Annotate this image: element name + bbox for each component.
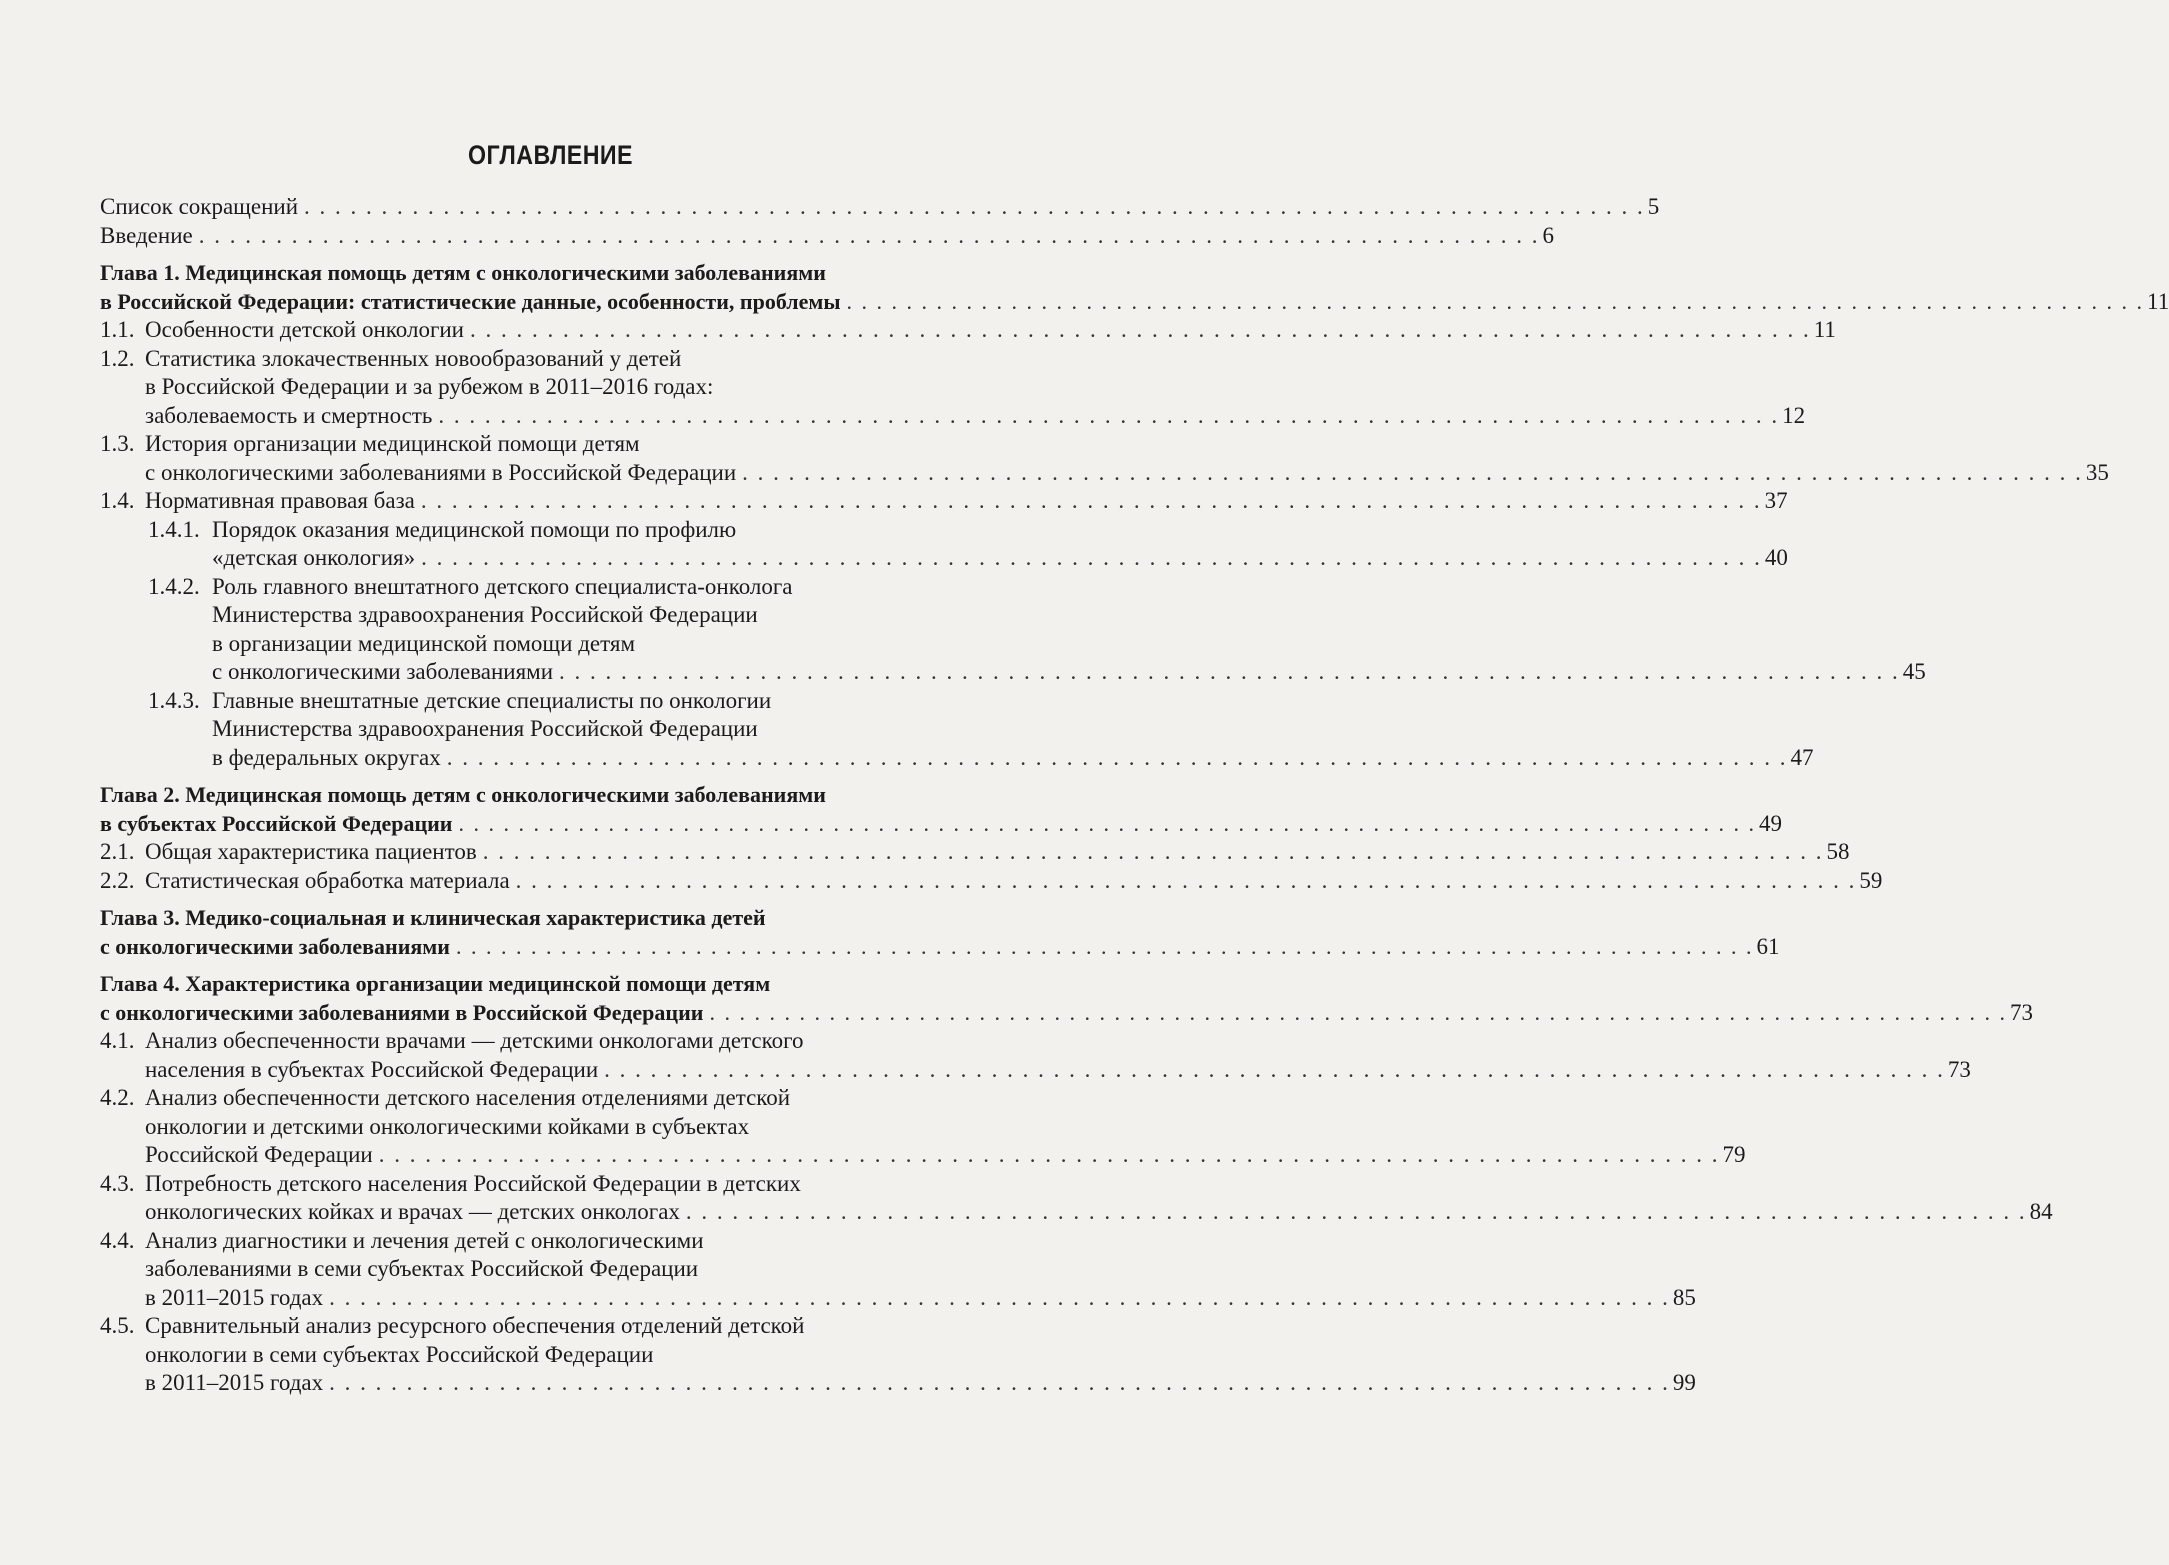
- toc-page-number: 12: [1782, 402, 1806, 428]
- toc-entry-text: Особенности детской онкологии: [145, 317, 464, 342]
- toc-entry: [100, 316, 1836, 345]
- dot-leader: . . . . . . . . . . . . . . . . . . . . . . . . . . . . . . . . . . . . . . . . . . . . . . . . . . . . . . . . . . . . . . . . . . . . . . . . . . . . . . . . . . . . . . .: [420, 488, 1762, 513]
- dot-leader: . . . . . . . . . . . . . . . . . . . . . . . . . . . . . . . . . . . . . . . . . . . . . . . . . . . . . . . . . . . . . . . . . . . . . . . . . . . . . . . . . . . . . . .: [198, 222, 1540, 248]
- toc-entry: [100, 259, 2169, 316]
- dot-leader: . . . . . . . . . . . . . . . . . . . . . . . . . . . . . . . . . . . . . . . . . . . . . . . . . . . . . . . . . . . . . . . . . . . . . . . . . . . . . . . . . . . . . . .: [455, 933, 1754, 959]
- toc-entry-text: в организации медицинской помощи детям: [212, 630, 635, 656]
- dot-leader: . . . . . . . . . . . . . . . . . . . . . . . . . . . . . . . . . . . . . . . . . . . . . . . . . . . . . . . . . . . . . . . . . . . . . . . . . . . . . . . . . . . . . . .: [742, 459, 2083, 485]
- toc-entry-text: в 2011–2015 годах: [145, 1284, 324, 1310]
- toc-page-number: 85: [1672, 1284, 1696, 1310]
- toc-entry-text: Порядок оказания медицинской помощи по профилю: [212, 516, 737, 542]
- toc-entry-text: Российской Федерации: [145, 1142, 373, 1167]
- toc-entry-text: Министерства здравоохранения Российской Федерации: [212, 602, 758, 627]
- toc-page-number: 37: [1764, 488, 1788, 513]
- toc-page-number: 79: [1722, 1142, 1746, 1167]
- toc-entry-text: Статистическая обработка материала: [145, 867, 510, 893]
- toc-page-number: 73: [1947, 1056, 1971, 1082]
- toc-entry-number: 1.2.: [100, 345, 135, 371]
- toc-page-number: 49: [1758, 810, 1782, 836]
- table-of-contents: [100, 193, 2169, 1398]
- toc-entry-text: Министерства здравоохранения Российской Федерации: [212, 716, 758, 741]
- toc-entry: [100, 1227, 1696, 1313]
- dot-leader: . . . . . . . . . . . . . . . . . . . . . . . . . . . . . . . . . . . . . . . . . . . . . . . . . . . . . . . . . . . . . . . . . . . . . . . . . . . . . . . . . . . . . . .: [604, 1056, 1945, 1082]
- dot-leader: . . . . . . . . . . . . . . . . . . . . . . . . . . . . . . . . . . . . . . . . . . . . . . . . . . . . . . . . . . . . . . . . . . . . . . . . . . . . . . . . . . . . . . .: [846, 288, 2145, 314]
- toc-entry: [100, 1312, 1696, 1398]
- dot-leader: . . . . . . . . . . . . . . . . . . . . . . . . . . . . . . . . . . . . . . . . . . . . . . . . . . . . . . . . . . . . . . . . . . . . . . . . . . . . . . . . . . . . . . .: [515, 867, 1857, 893]
- toc-entry: [100, 1027, 1971, 1084]
- toc-entry-text: в Российской Федерации: статистические данные, особенности, проблемы: [100, 288, 841, 314]
- dot-leader: . . . . . . . . . . . . . . . . . . . . . . . . . . . . . . . . . . . . . . . . . . . . . . . . . . . . . . . . . . . . . . . . . . . . . . . . . . . . . . . . . . . . . . .: [482, 839, 1824, 864]
- toc-entry-text: Статистика злокачественных новообразований у детей: [145, 345, 682, 371]
- toc-entry-text: с онкологическими заболеваниями в Российской Федерации: [145, 459, 737, 485]
- dot-leader: . . . . . . . . . . . . . . . . . . . . . . . . . . . . . . . . . . . . . . . . . . . . . . . . . . . . . . . . . . . . . . . . . . . . . . . . . . . . . . . . . . . . . . .: [559, 659, 1900, 684]
- toc-page-number: 35: [2085, 459, 2109, 485]
- toc-entry-number: 1.4.3.: [148, 687, 200, 713]
- toc-entry-number: 4.3.: [100, 1170, 135, 1196]
- toc-entry: [100, 1084, 1746, 1170]
- toc-page-number: 11: [2147, 288, 2169, 314]
- dot-leader: . . . . . . . . . . . . . . . . . . . . . . . . . . . . . . . . . . . . . . . . . . . . . . . . . . . . . . . . . . . . . . . . . . . . . . . . . . . . . . . . . . . . . . .: [329, 1284, 1670, 1310]
- toc-entry-text: Введение: [100, 222, 193, 248]
- dot-leader: . . . . . . . . . . . . . . . . . . . . . . . . . . . . . . . . . . . . . . . . . . . . . . . . . . . . . . . . . . . . . . . . . . . . . . . . . . . . . . . . . . . . . . .: [329, 1370, 1670, 1395]
- toc-entry-text: «детская онкология»: [212, 545, 416, 570]
- toc-entry-text: Список сокращений: [100, 194, 299, 219]
- toc-entry: [100, 222, 1554, 251]
- toc-entry: [100, 1170, 2053, 1227]
- toc-entry-number: 1.4.1.: [148, 516, 200, 542]
- toc-entry-text: Глава 2. Медицинская помощь детям с онкологическими заболеваниями: [100, 782, 826, 807]
- toc-page-number: 40: [1764, 545, 1788, 570]
- toc-entry-text: Роль главного внештатного детского специалиста-онколога: [212, 573, 793, 599]
- toc-entry: [100, 970, 2033, 1027]
- toc-entry-text: с онкологическими заболеваниями: [212, 659, 554, 684]
- toc-entry-number: 1.3.: [100, 431, 135, 456]
- toc-entry-text: Глава 4. Характеристика организации медицинской помощи детям: [100, 971, 771, 996]
- toc-page-number: 99: [1672, 1370, 1696, 1395]
- toc-entry: [100, 838, 1850, 867]
- toc-page-number: 59: [1859, 867, 1883, 893]
- toc-entry-number: 1.1.: [100, 317, 135, 342]
- dot-leader: . . . . . . . . . . . . . . . . . . . . . . . . . . . . . . . . . . . . . . . . . . . . . . . . . . . . . . . . . . . . . . . . . . . . . . . . . . . . . . . . . . . . . . .: [304, 194, 1645, 219]
- toc-page-number: 45: [1902, 659, 1926, 684]
- toc-entry: [100, 487, 1788, 516]
- toc-page-number: 73: [2009, 999, 2033, 1025]
- toc-entry-text: в Российской Федерации и за рубежом в 2011–2016 годах:: [145, 374, 714, 399]
- toc-entry: [100, 904, 1780, 961]
- dot-leader: . . . . . . . . . . . . . . . . . . . . . . . . . . . . . . . . . . . . . . . . . . . . . . . . . . . . . . . . . . . . . . . . . . . . . . . . . . . . . . . . . . . . . . .: [438, 402, 1780, 428]
- toc-entry-number: 1.4.2.: [148, 573, 200, 599]
- toc-entry-text: Анализ диагностики и лечения детей с онкологическими: [145, 1227, 704, 1253]
- toc-entry-text: Нормативная правовая база: [145, 488, 415, 513]
- toc-entry-text: Глава 3. Медико-социальная и клиническая характеристика детей: [100, 905, 766, 930]
- toc-entry-text: Потребность детского населения Российской Федерации в детских: [145, 1170, 801, 1196]
- toc-entry-number: 4.1.: [100, 1028, 135, 1053]
- dot-leader: . . . . . . . . . . . . . . . . . . . . . . . . . . . . . . . . . . . . . . . . . . . . . . . . . . . . . . . . . . . . . . . . . . . . . . . . . . . . . . . . . . . . . . .: [421, 545, 1762, 570]
- dot-leader: . . . . . . . . . . . . . . . . . . . . . . . . . . . . . . . . . . . . . . . . . . . . . . . . . . . . . . . . . . . . . . . . . . . . . . . . . . . . . . . . . . . . . . .: [446, 744, 1788, 770]
- toc-entry: [100, 345, 1806, 431]
- toc-entry-text: онкологии в семи субъектах Российской Федерации: [145, 1341, 654, 1367]
- toc-page-number: 5: [1647, 194, 1660, 219]
- dot-leader: . . . . . . . . . . . . . . . . . . . . . . . . . . . . . . . . . . . . . . . . . . . . . . . . . . . . . . . . . . . . . . . . . . . . . . . . . . . . . . . . . . . . . . .: [685, 1199, 2027, 1224]
- toc-entry-text: заболеваниями в семи субъектах Российской Федерации: [145, 1256, 699, 1281]
- toc-entry-text: онкологических койках и врачах — детских онкологах: [145, 1199, 680, 1224]
- toc-page-number: 84: [2029, 1199, 2053, 1224]
- toc-entry: [100, 781, 1782, 838]
- toc-entry-number: 4.2.: [100, 1085, 135, 1110]
- toc-entry-number: 4.5.: [100, 1313, 135, 1338]
- toc-entry: [100, 687, 1814, 773]
- toc-page-number: 47: [1790, 744, 1814, 770]
- toc-entry-text: Анализ обеспеченности детского населения отделениями детской: [145, 1085, 791, 1110]
- dot-leader: . . . . . . . . . . . . . . . . . . . . . . . . . . . . . . . . . . . . . . . . . . . . . . . . . . . . . . . . . . . . . . . . . . . . . . . . . . . . . . . . . . . . . . .: [458, 810, 1756, 836]
- toc-entry: [100, 867, 1883, 896]
- toc-entry: [100, 573, 1926, 687]
- toc-page-number: 11: [1813, 317, 1836, 342]
- page-title: ОГЛАВЛЕНИЕ: [468, 140, 633, 170]
- toc-entry-text: в 2011–2015 годах: [145, 1370, 324, 1395]
- toc-entry: [100, 516, 1788, 573]
- toc-page-number: 61: [1756, 933, 1780, 959]
- toc-entry-text: История организации медицинской помощи детям: [145, 431, 640, 456]
- dot-leader: . . . . . . . . . . . . . . . . . . . . . . . . . . . . . . . . . . . . . . . . . . . . . . . . . . . . . . . . . . . . . . . . . . . . . . . . . . . . . . . . . . . . . . .: [709, 999, 2007, 1025]
- toc-page-number: 58: [1826, 839, 1850, 864]
- toc-entry-number: 1.4.: [100, 488, 135, 513]
- toc-entry-text: Общая характеристика пациентов: [145, 839, 477, 864]
- toc-entry-text: в субъектах Российской Федерации: [100, 810, 453, 836]
- toc-entry-text: Глава 1. Медицинская помощь детям с онкологическими заболеваниями: [100, 260, 826, 285]
- toc-entry-number: 2.2.: [100, 867, 135, 893]
- toc-entry-number: 2.1.: [100, 839, 135, 864]
- toc-entry-text: в федеральных округах: [212, 744, 441, 770]
- toc-page-number: 6: [1542, 222, 1554, 248]
- toc-entry-text: онкологии и детскими онкологическими койками в субъектах: [145, 1113, 750, 1139]
- dot-leader: . . . . . . . . . . . . . . . . . . . . . . . . . . . . . . . . . . . . . . . . . . . . . . . . . . . . . . . . . . . . . . . . . . . . . . . . . . . . . . . . . . . . . . .: [470, 317, 1811, 342]
- toc-entry-text: Сравнительный анализ ресурсного обеспечения отделений детской: [145, 1313, 805, 1338]
- toc-entry-text: Анализ обеспеченности врачами — детскими онкологами детского: [145, 1028, 804, 1053]
- toc-entry: [100, 193, 1660, 222]
- toc-entry-text: заболеваемость и смертность: [145, 402, 433, 428]
- toc-entry-text: Главные внештатные детские специалисты по онкологии: [212, 687, 772, 713]
- toc-entry: [100, 430, 2109, 487]
- toc-entry-text: населения в субъектах Российской Федерации: [145, 1056, 599, 1082]
- toc-entry-text: с онкологическими заболеваниями: [100, 933, 450, 959]
- toc-entry-text: с онкологическими заболеваниями в Российской Федерации: [100, 999, 704, 1025]
- dot-leader: . . . . . . . . . . . . . . . . . . . . . . . . . . . . . . . . . . . . . . . . . . . . . . . . . . . . . . . . . . . . . . . . . . . . . . . . . . . . . . . . . . . . . . .: [378, 1142, 1720, 1167]
- toc-entry-number: 4.4.: [100, 1227, 135, 1253]
